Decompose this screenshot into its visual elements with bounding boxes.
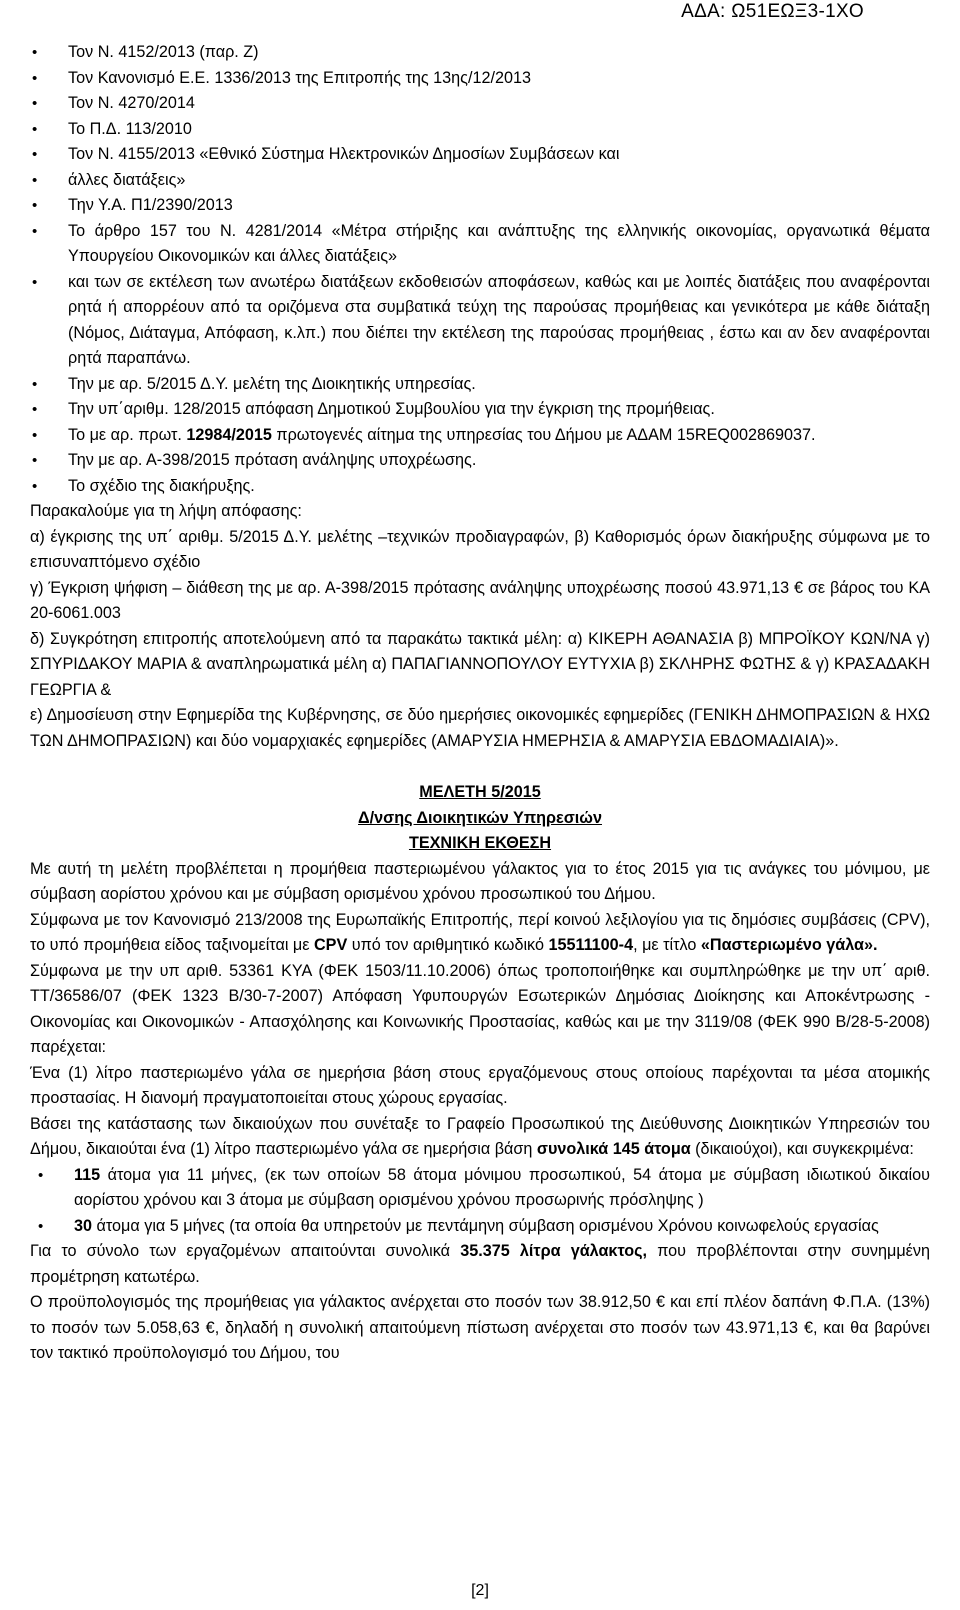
- request-item-e: ε) Δημοσίευση στην Εφημερίδα της Κυβέρνησης, σε δύο ημερήσιες οικονομικές εφημερίδες (ΓΕΝΙΚΗ ΔΗΜΟΠΡΑΣΙΩΝ & ΗΧΩ ΤΩΝ ΔΗΜΟΠΡΑΣΙΩΝ) και δύο νομαρχιακές εφημερίδες (ΑΜΑΡΥΣΙΑ ΗΜΕΡΗΣΙΑ & ΑΜΑΡΥΣΙΑ ΕΒΔΟΜΑΔΙΑΙΑ)».: [30, 706, 930, 750]
- list-item: • Το άρθρο 157 του Ν. 4281/2014 «Μέτρα στήριξης και ανάπτυξης της ελληνικής οικονομίας, οργανωτικά θέματα Υπουργείου Οικονομικών και άλλες διατάξεις»: [30, 219, 930, 270]
- study-department: Δ/νσης Διοικητικών Υπηρεσιών: [358, 808, 602, 827]
- count: 30: [74, 1216, 93, 1235]
- paragraph: Σύμφωνα με την υπ αριθ. 53361 ΚΥΑ (ΦΕΚ 1503/11.10.2006) όπως τροποποιήθηκε και συμπληρώθηκε με την υπ΄ αριθ. ΤΤ/36586/07 (ΦΕΚ 1323 Β/30-7-2007) Απόφαση Υφυπουργών Εσωτερικών Δημόσιας Διοίκησης και Αποκέντρωσης - Οικονομίας και Οικονομικών - Απασχόλησης και Κοινωνικής Προστασίας, καθώς και με την 3119/08 (ΦΕΚ 990 Β/28-5-2008) παρέχεται:: [30, 961, 930, 1056]
- paragraph-cpv: [30, 908, 930, 959]
- list-item: • Τον Κανονισμό Ε.Ε. 1336/2013 της Επιτροπής της 13ης/12/2013: [30, 66, 930, 92]
- text: που προβλέπονται στην συνημμένη προμέτρηση κατωτέρω.: [30, 1242, 930, 1286]
- text: Το με αρ. πρωτ.: [68, 425, 187, 444]
- list-item: [30, 1214, 930, 1240]
- paragraph-beneficiaries: [30, 1112, 930, 1163]
- page-number: [2]: [471, 1582, 489, 1599]
- list-item: • Τον Ν. 4155/2013 «Εθνικό Σύστημα Ηλεκτρονικών Δημοσίων Συμβάσεων και: [30, 142, 930, 168]
- paragraph-total-liters: [30, 1239, 930, 1290]
- legal-basis-list: [30, 40, 930, 499]
- request-item-d: δ) Συγκρότηση επιτροπής αποτελούμενη από τα παρακάτω τακτικά μέλη: α) ΚΙΚΕΡΗ ΑΘΑΝΑΣΙΑ β) ΜΠΡΟΪΚΟΥ ΚΩΝ/ΝΑ γ) ΣΠΥΡΙΔΑΚΟΥ ΜΑΡΙΑ & αναπληρωματικά μέλη α) ΠΑΠΑΓΙΑΝΝΟΠΟΥΛΟΥ ΕΥΤΥΧΙΑ β) ΣΚΛΗΡΗΣ ΦΩΤΗΣ & γ) ΚΡΑΣΑΔΑΚΗ ΓΕΩΡΓΙΑ &: [30, 629, 930, 699]
- list-item: • Το Π.Δ. 113/2010: [30, 117, 930, 143]
- text: (δικαιούχοι), και συγκεκριμένα:: [690, 1140, 914, 1158]
- request-number: 12984/2015: [186, 425, 272, 444]
- paragraph-budget: Ο προϋπολογισμός της προμήθειας για γάλακτος ανέρχεται στο ποσόν των 38.912,50 € και επί πλέον δαπάνη Φ.Π.Α. (13%) το ποσόν των 5.058,63 €, δηλαδή η συνολική απαιτούμενη πίστωση ανέρχεται στο ποσόν των 43.971,13 €, και θα βαρύνει τον τακτικό προϋπολογισμό του Δήμου, του: [30, 1293, 930, 1362]
- paragraph: Ένα (1) λίτρο παστεριωμένο γάλα σε ημερήσια βάση στους εργαζόμενους στους οποίους παρέχονται τα μέσα ατομικής προστασίας. Η διανομή πραγματοποιείται στους χώρους εργασίας.: [30, 1063, 930, 1107]
- cpv-label: CPV: [313, 936, 348, 954]
- study-title: ΜΕΛΕΤΗ 5/2015: [419, 783, 541, 801]
- list-item: • Το σχέδιο της διακήρυξης.: [30, 474, 930, 500]
- cpv-code: 15511100-4: [548, 936, 634, 954]
- text: πρωτογενές αίτημα της υπηρεσίας του Δήμου με ΑΔΑΜ 15REQ002869037.: [271, 425, 816, 444]
- list-item: • Τον Ν. 4270/2014: [30, 91, 930, 117]
- list-item: • Την υπ΄αριθμ. 128/2015 απόφαση Δημοτικού Συμβουλίου για την έγκριση της προμήθειας.: [30, 397, 930, 423]
- text: υπό τον αριθμητικό κωδικό: [347, 936, 549, 954]
- technical-report-heading: ΤΕΧΝΙΚΗ ΕΚΘΕΣΗ: [408, 834, 552, 852]
- list-item: [30, 423, 930, 449]
- list-item: • Την Υ.Α. Π1/2390/2013: [30, 193, 930, 219]
- count: 115: [74, 1165, 101, 1184]
- request-item-a: α) έγκρισης της υπ΄ αριθμ. 5/2015 Δ.Υ. μελέτης –τεχνικών προδιαγραφών, β) Καθορισμός όρων διακήρυξης σύμφωνα με το επισυναπτόμενο σχέδιο: [30, 527, 930, 571]
- paragraph: Με αυτή τη μελέτη προβλέπεται η προμήθεια παστεριωμένου γάλακτος για το έτος 2015 για τις ανάγκες του μόνιμου, με σύμβαση αορίστου χρόνου και με σύμβαση ορισμένου χρόνου προσωπικού του Δήμου.: [30, 859, 930, 903]
- cpv-title: «Παστεριωμένο γάλα».: [700, 936, 878, 954]
- text: άτομα για 11 μήνες, (εκ των οποίων 58 άτομα μόνιμου προσωπικού, 54 άτομα με σύμβαση ιδιωτικού δικαίου αορίστου χρόνου και 3 άτομα με σύμβαση ορισμένου χρόνου προσωρινής πρόσληψης ): [74, 1165, 930, 1209]
- total-beneficiaries: συνολικά 145 άτομα: [536, 1140, 691, 1158]
- request-intro: Παρακαλούμε για τη λήψη απόφασης:: [30, 502, 302, 520]
- text: Για το σύνολο των εργαζομένων απαιτούνται συνολικά: [30, 1242, 461, 1260]
- request-item-c: γ) Έγκριση ψήφιση – διάθεση της με αρ. Α-398/2015 πρότασης ανάληψης υποχρέωσης ποσού 43.971,13 € σε βάρος του ΚΑ 20-6061.003: [30, 578, 930, 622]
- document-body: [30, 40, 930, 1367]
- list-item: • και των σε εκτέλεση των ανωτέρω διατάξεων εκδοθεισών αποφάσεων, καθώς και με λοιπές διατάξεις που αναφέρονται ρητά ή απορρέουν από τα οριζόμενα στα συμβατικά τεύχη της παρούσας προμήθειας και γενικότερα με κάθε διάταξη (Νόμος, Διάταγμα, Απόφαση, κ.λπ.) που διέπει την εκτέλεση της παρούσας προμήθειας , έστω και αν δεν αναφέρονται ρητά παραπάνω.: [30, 270, 930, 372]
- list-item: • Την με αρ. Α-398/2015 πρόταση ανάληψης υποχρέωσης.: [30, 448, 930, 474]
- list-item: • Την με αρ. 5/2015 Δ.Υ. μελέτη της Διοικητικής υπηρεσίας.: [30, 372, 930, 398]
- list-item: • άλλες διατάξεις»: [30, 168, 930, 194]
- total-liters: 35.375 λίτρα γάλακτος,: [460, 1242, 648, 1260]
- text: Βάσει της κατάστασης των δικαιούχων που συνέταξε το Γραφείο Προσωπικού της Διεύθυνσης Διοικητικών Υπηρεσιών του Δήμου, δικαιούται ένα (1) λίτρο παστεριωμένο γάλα σε ημερήσια βάση: [30, 1114, 930, 1158]
- text: , με τίτλο: [633, 936, 701, 954]
- beneficiaries-list: [30, 1163, 930, 1240]
- text: Σύμφωνα με τον Κανονισμό 213/2008 της Ευρωπαϊκής Επιτροπής, περί κοινού λεξιλογίου για τις δημόσιες συμβάσεις (CPV), το υπό προμήθεια είδος ταξινομείται με: [30, 910, 930, 954]
- list-item: [30, 1163, 930, 1214]
- text: άτομα για 5 μήνες (τα οποία θα υπηρετούν με πεντάμηνη σύμβαση ορισμένου Χρόνου κοινωφελούς εργασίας: [92, 1216, 879, 1235]
- ada-code: ΑΔΑ: Ω51ΕΩΞ3-1ΧΟ: [681, 1, 864, 22]
- list-item: • Τον Ν. 4152/2013 (παρ. Ζ): [30, 40, 930, 66]
